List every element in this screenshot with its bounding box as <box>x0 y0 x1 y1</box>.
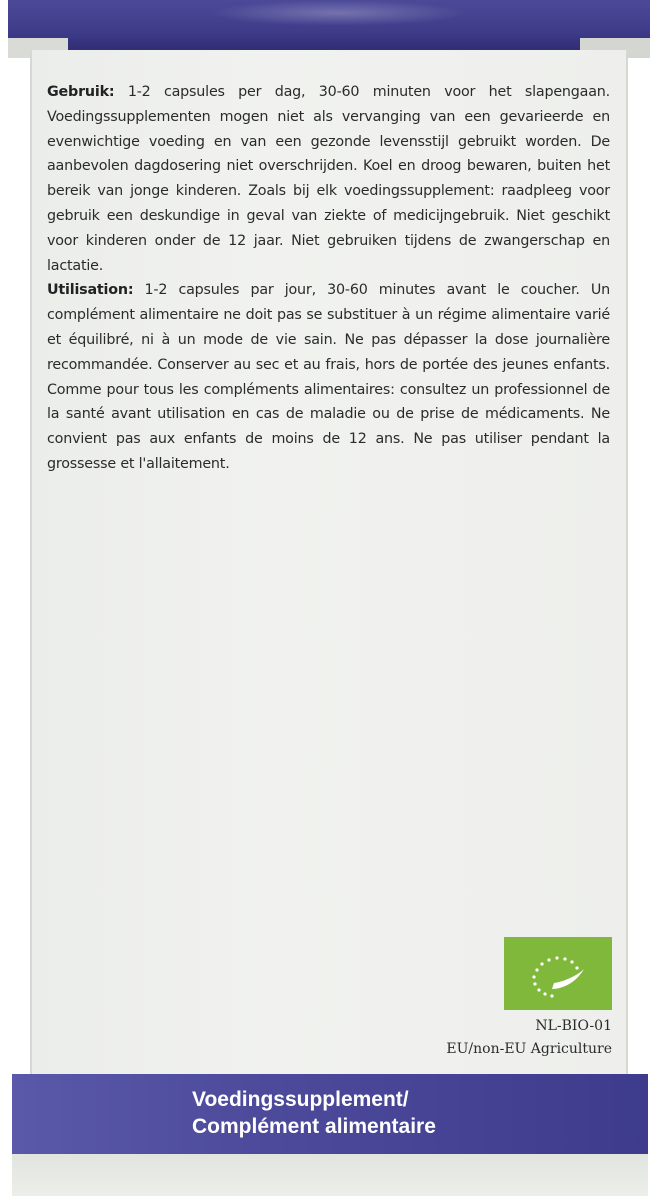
usage-text-block <box>47 80 610 477</box>
product-category <box>192 1086 436 1140</box>
usage-paragraph-nl <box>47 80 610 278</box>
organic-control-code: NL-BIO-01 <box>535 1018 612 1034</box>
top-color-band <box>8 0 650 52</box>
usage-paragraph-fr <box>47 278 610 476</box>
usage-label-nl: Gebruik: <box>47 84 115 100</box>
category-line-fr: Complément alimentaire <box>192 1115 436 1138</box>
category-line-nl: Voedingssupplement/ <box>192 1088 409 1111</box>
eu-organic-leaf-svg <box>504 937 612 1010</box>
usage-label-fr: Utilisation: <box>47 282 134 299</box>
eu-organic-leaf-icon <box>504 937 612 1010</box>
usage-text-nl: 1-2 capsules per dag, 30-60 minuten voor het slapengaan. Voedingssupplementen mogen niet als vervanging van een gevarieerde en evenwichtige voeding en van een gezonde levensstijl gebruikt worden. De aanbevolen dagdosering niet overschrijden. Koel en droog bewaren, buiten het bereik van jonge kinderen. Zoals bij elk voedingssupplement: raadpleeg voor gebruik een deskundige in geval van ziekte of medicijngebruik. Niet geschikt voor kinderen onder de 12 jaar. Niet gebruiken tijdens de zwangerschap en lactatie. <box>47 84 610 274</box>
agriculture-origin: EU/non-EU Agriculture <box>446 1041 612 1057</box>
usage-text-fr: 1-2 capsules par jour, 30-60 minutes avant le coucher. Un complément alimentaire ne doit pas se substituer à un régime alimentaire varié et équilibré, ni à un mode de vie sain. Ne pas dépasser la dose journalière recommandée. Conserver au sec et au frais, hors de portée des jeunes enfants. Comme pour tous les compléments alimentaires: consultez un professionnel de la santé avant utilisation en cas de maladie ou de prise de médicaments. Ne convient pas aux enfants de moins de 12 ans. Ne pas utiliser pendant la grossesse et l'allaitement. <box>47 282 610 472</box>
band-highlight <box>208 0 468 26</box>
bottom-panel-strip <box>12 1154 648 1196</box>
